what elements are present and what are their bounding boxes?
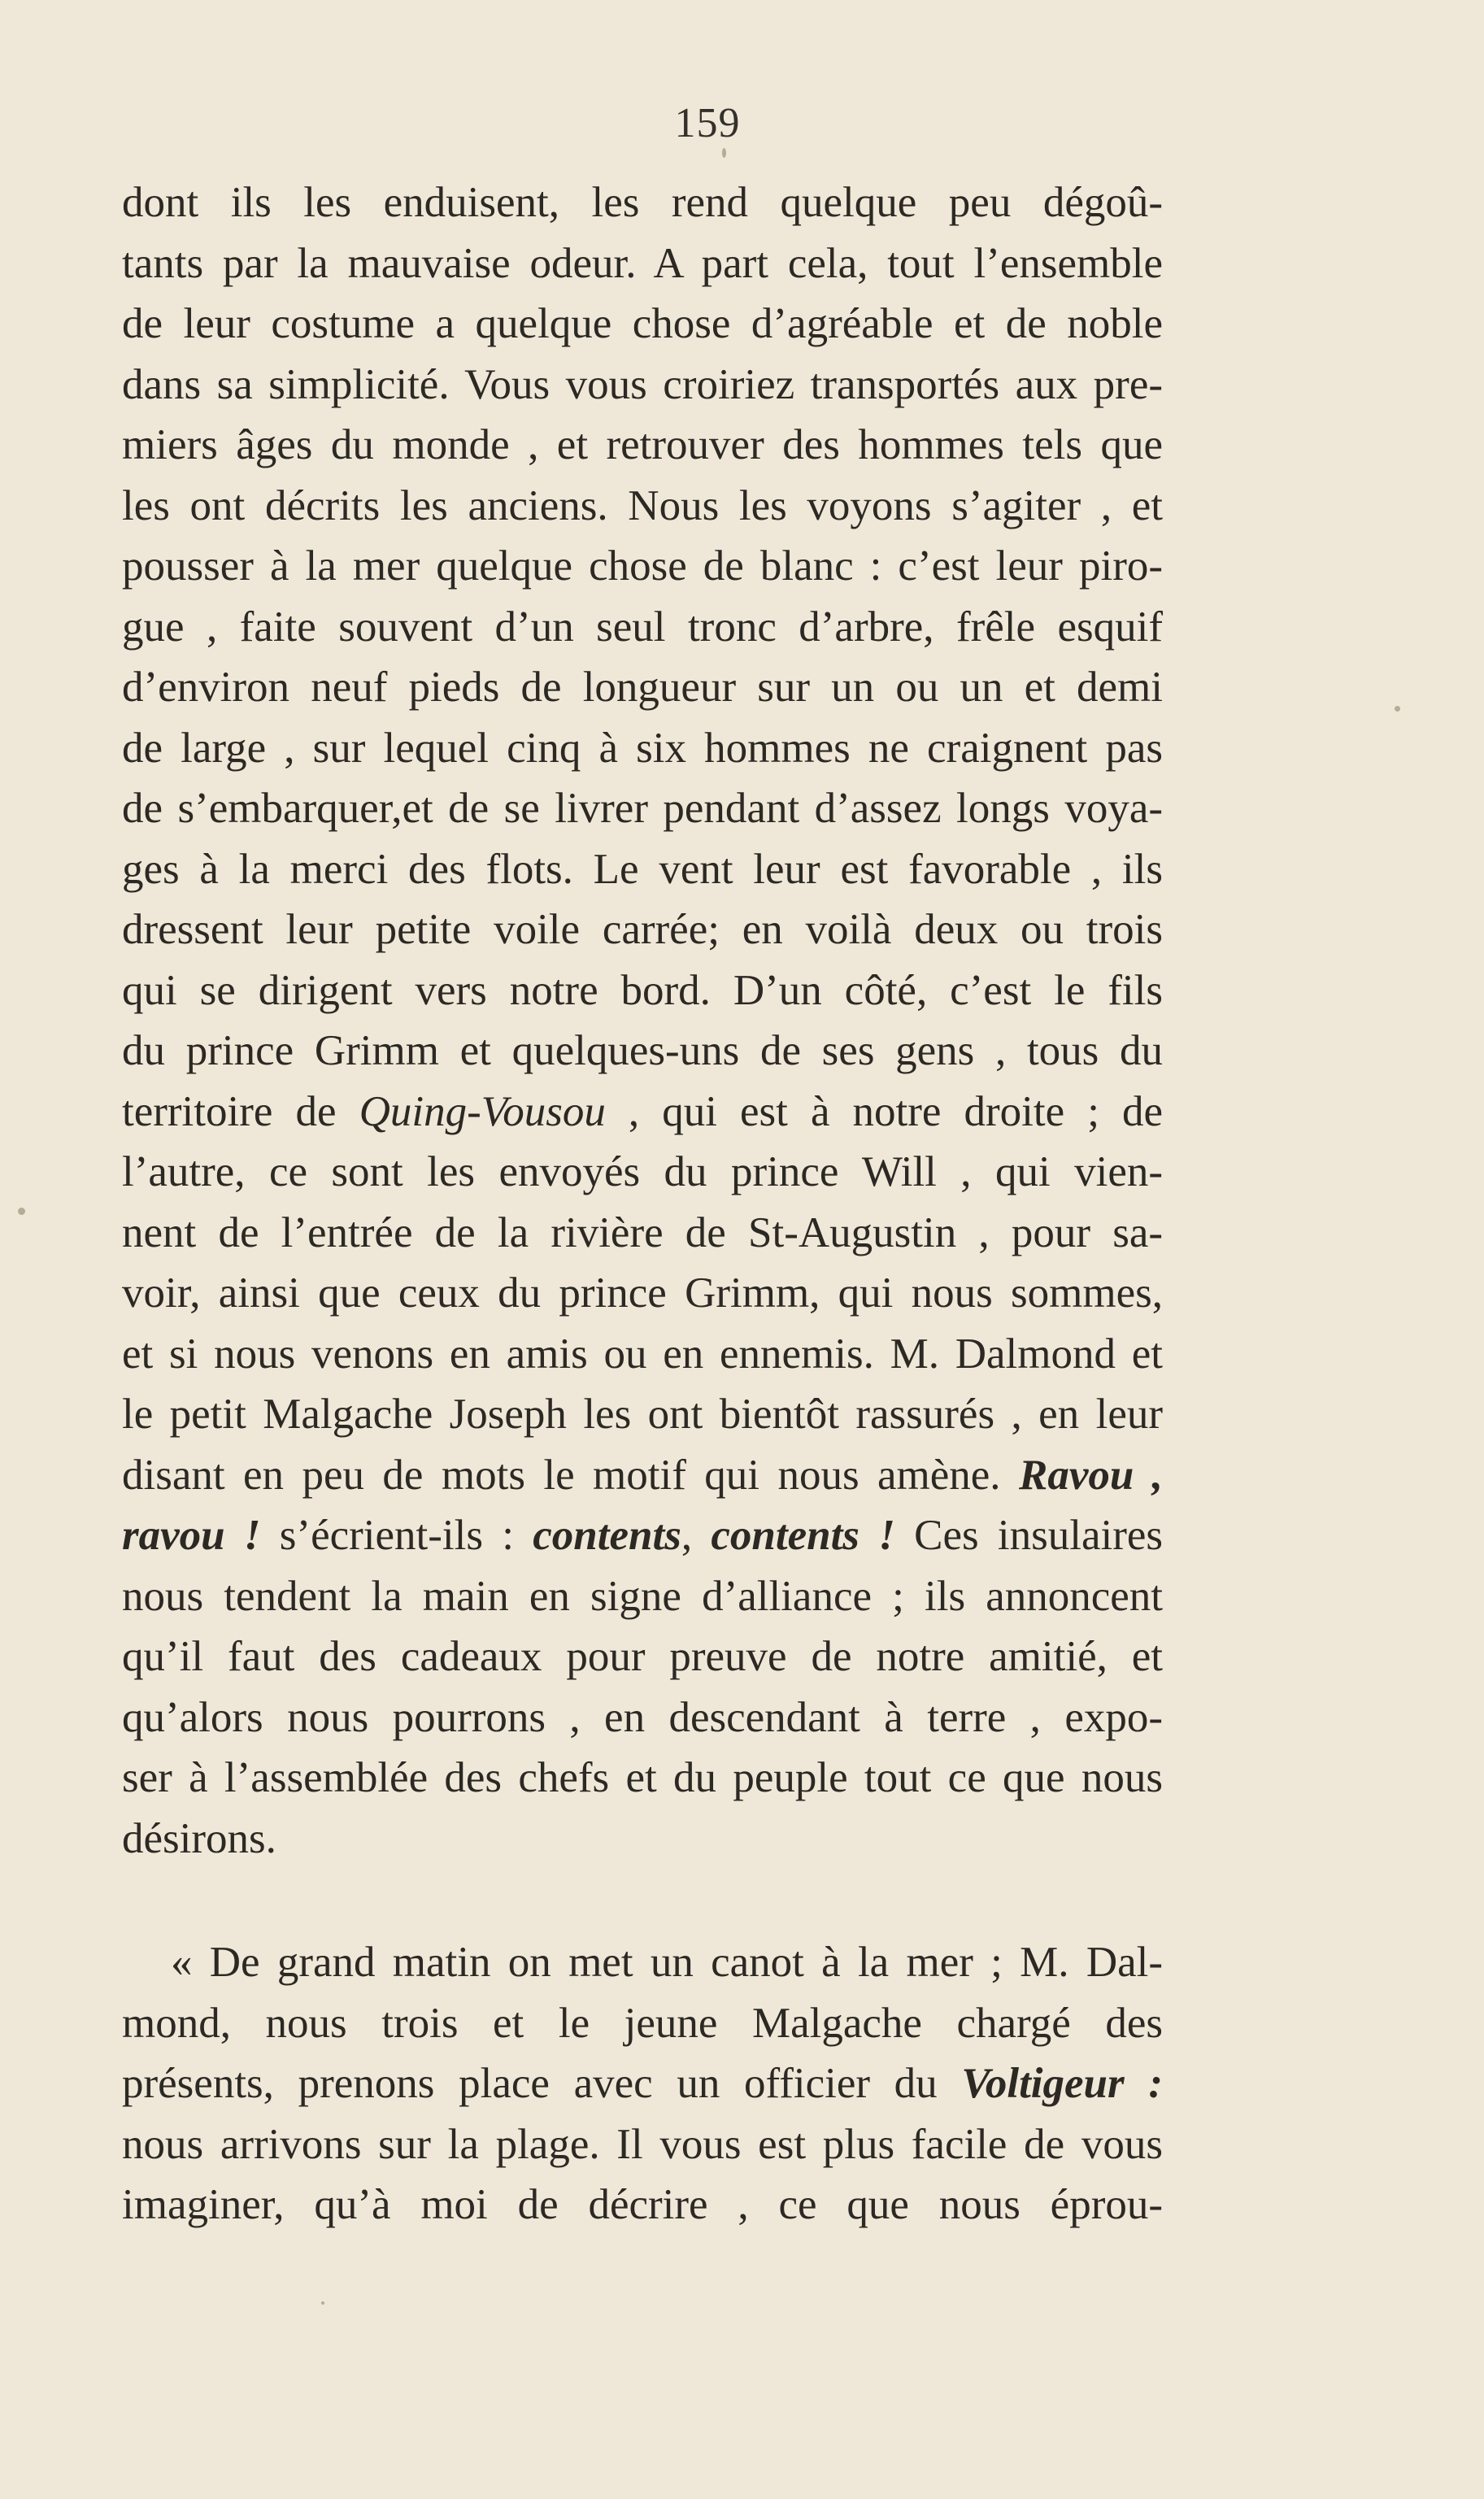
text-line: « De grand matin on met un canot à la mer ; M. Dal- — [171, 1939, 1163, 1986]
exclamation-italic: Ravou , — [1018, 1451, 1163, 1499]
text-line: mond, nous trois et le jeune Malgache chargé des — [122, 1999, 1163, 2047]
text-block — [122, 172, 1163, 2236]
text-line — [122, 1505, 1163, 1566]
text-line: gue , faite souvent d’un seul tronc d’arbre, frêle esquif — [122, 603, 1163, 651]
text-line: du prince Grimm et quelques-uns de ses gens , tous du — [122, 1027, 1163, 1074]
text-line — [122, 2053, 1163, 2114]
text-line: miers âges du monde , et retrouver des hommes tels que — [122, 421, 1163, 468]
text-run: , qui est à notre droite ; de — [605, 1087, 1164, 1135]
text-line: voir, ainsi que ceux du prince Grimm, qui nous sommes, — [122, 1269, 1163, 1317]
text-line: dressent leur petite voile carrée; en voilà deux ou trois — [122, 906, 1163, 953]
text-line: désirons. — [122, 1814, 276, 1862]
text-line: dont ils les enduisent, les rend quelque peu dégoû- — [122, 179, 1163, 226]
paper-speck — [1395, 706, 1400, 712]
text-line: nous arrivons sur la plage. Il vous est plus facile de vous — [122, 2120, 1163, 2168]
text-line: de large , sur lequel cinq à six hommes ne craignent pas — [122, 724, 1163, 772]
text-line: dans sa simplicité. Vous vous croiriez transportés aux pre- — [122, 360, 1163, 408]
text-line: nent de l’entrée de la rivière de St-Augustin , pour sa- — [122, 1208, 1163, 1256]
text-line: qu’alors nous pourrons , en descendant à terre , expo- — [122, 1693, 1163, 1741]
paragraph-1 — [122, 172, 1163, 1869]
exclamation-italic: contents ! — [711, 1512, 895, 1559]
text-line: qui se dirigent vers notre bord. D’un côté, c’est le fils — [122, 966, 1163, 1014]
text-line: pousser à la mer quelque chose de blanc : c’est leur piro- — [122, 542, 1163, 590]
text-line: ser à l’assemblée des chefs et du peuple tout ce que nous — [122, 1754, 1163, 1801]
text-run: présents, prenons place avec un officier du — [122, 2060, 962, 2107]
text-line — [122, 1082, 1163, 1143]
text-line: qu’il faut des cadeaux pour preuve de notre amitié, et — [122, 1633, 1163, 1680]
paper-speck — [18, 1208, 25, 1215]
text-line: l’autre, ce sont les envoyés du prince Will , qui vien- — [122, 1148, 1163, 1195]
text-line — [122, 1445, 1163, 1506]
text-line: et si nous venons en amis ou en ennemis. M. Dalmond et — [122, 1330, 1163, 1378]
page-number: 159 — [674, 100, 741, 146]
text-line: de leur costume a quelque chose d’agréable et de noble — [122, 300, 1163, 347]
paragraph-2 — [122, 1932, 1163, 2236]
text-run: s’écrient-ils : — [260, 1512, 533, 1559]
text-run: Ces insulaires — [894, 1512, 1164, 1559]
text-run: disant en peu de mots le motif qui nous amène. — [122, 1451, 1019, 1499]
paper-speck — [722, 148, 726, 158]
text-line: de s’embarquer,et de se livrer pendant d’assez longs voya- — [122, 785, 1163, 832]
ship-name-italic: Voltigeur : — [961, 2060, 1163, 2107]
place-name-italic: Quing-Vousou — [359, 1087, 606, 1135]
text-line: le petit Malgache Joseph les ont bientôt rassurés , en leur — [122, 1391, 1163, 1438]
text-run: , — [681, 1512, 712, 1559]
exclamation-italic: ravou ! — [122, 1512, 261, 1559]
paragraph-gap — [122, 1869, 1163, 1932]
text-line: imaginer, qu’à moi de décrire , ce que nous éprou- — [122, 2181, 1163, 2228]
text-run: territoire de — [122, 1087, 359, 1135]
text-line: tants par la mauvaise odeur. A part cela, tout l’ensemble — [122, 239, 1163, 287]
text-line: les ont décrits les anciens. Nous les voyons s’agiter , et — [122, 481, 1163, 529]
text-line: ges à la merci des flots. Le vent leur est favorable , ils — [122, 845, 1163, 893]
exclamation-italic: contents — [533, 1512, 681, 1559]
paper-speck — [321, 2301, 324, 2305]
text-line: d’environ neuf pieds de longueur sur un ou un et demi — [122, 664, 1163, 711]
text-line: nous tendent la main en signe d’alliance ; ils annoncent — [122, 1572, 1163, 1620]
